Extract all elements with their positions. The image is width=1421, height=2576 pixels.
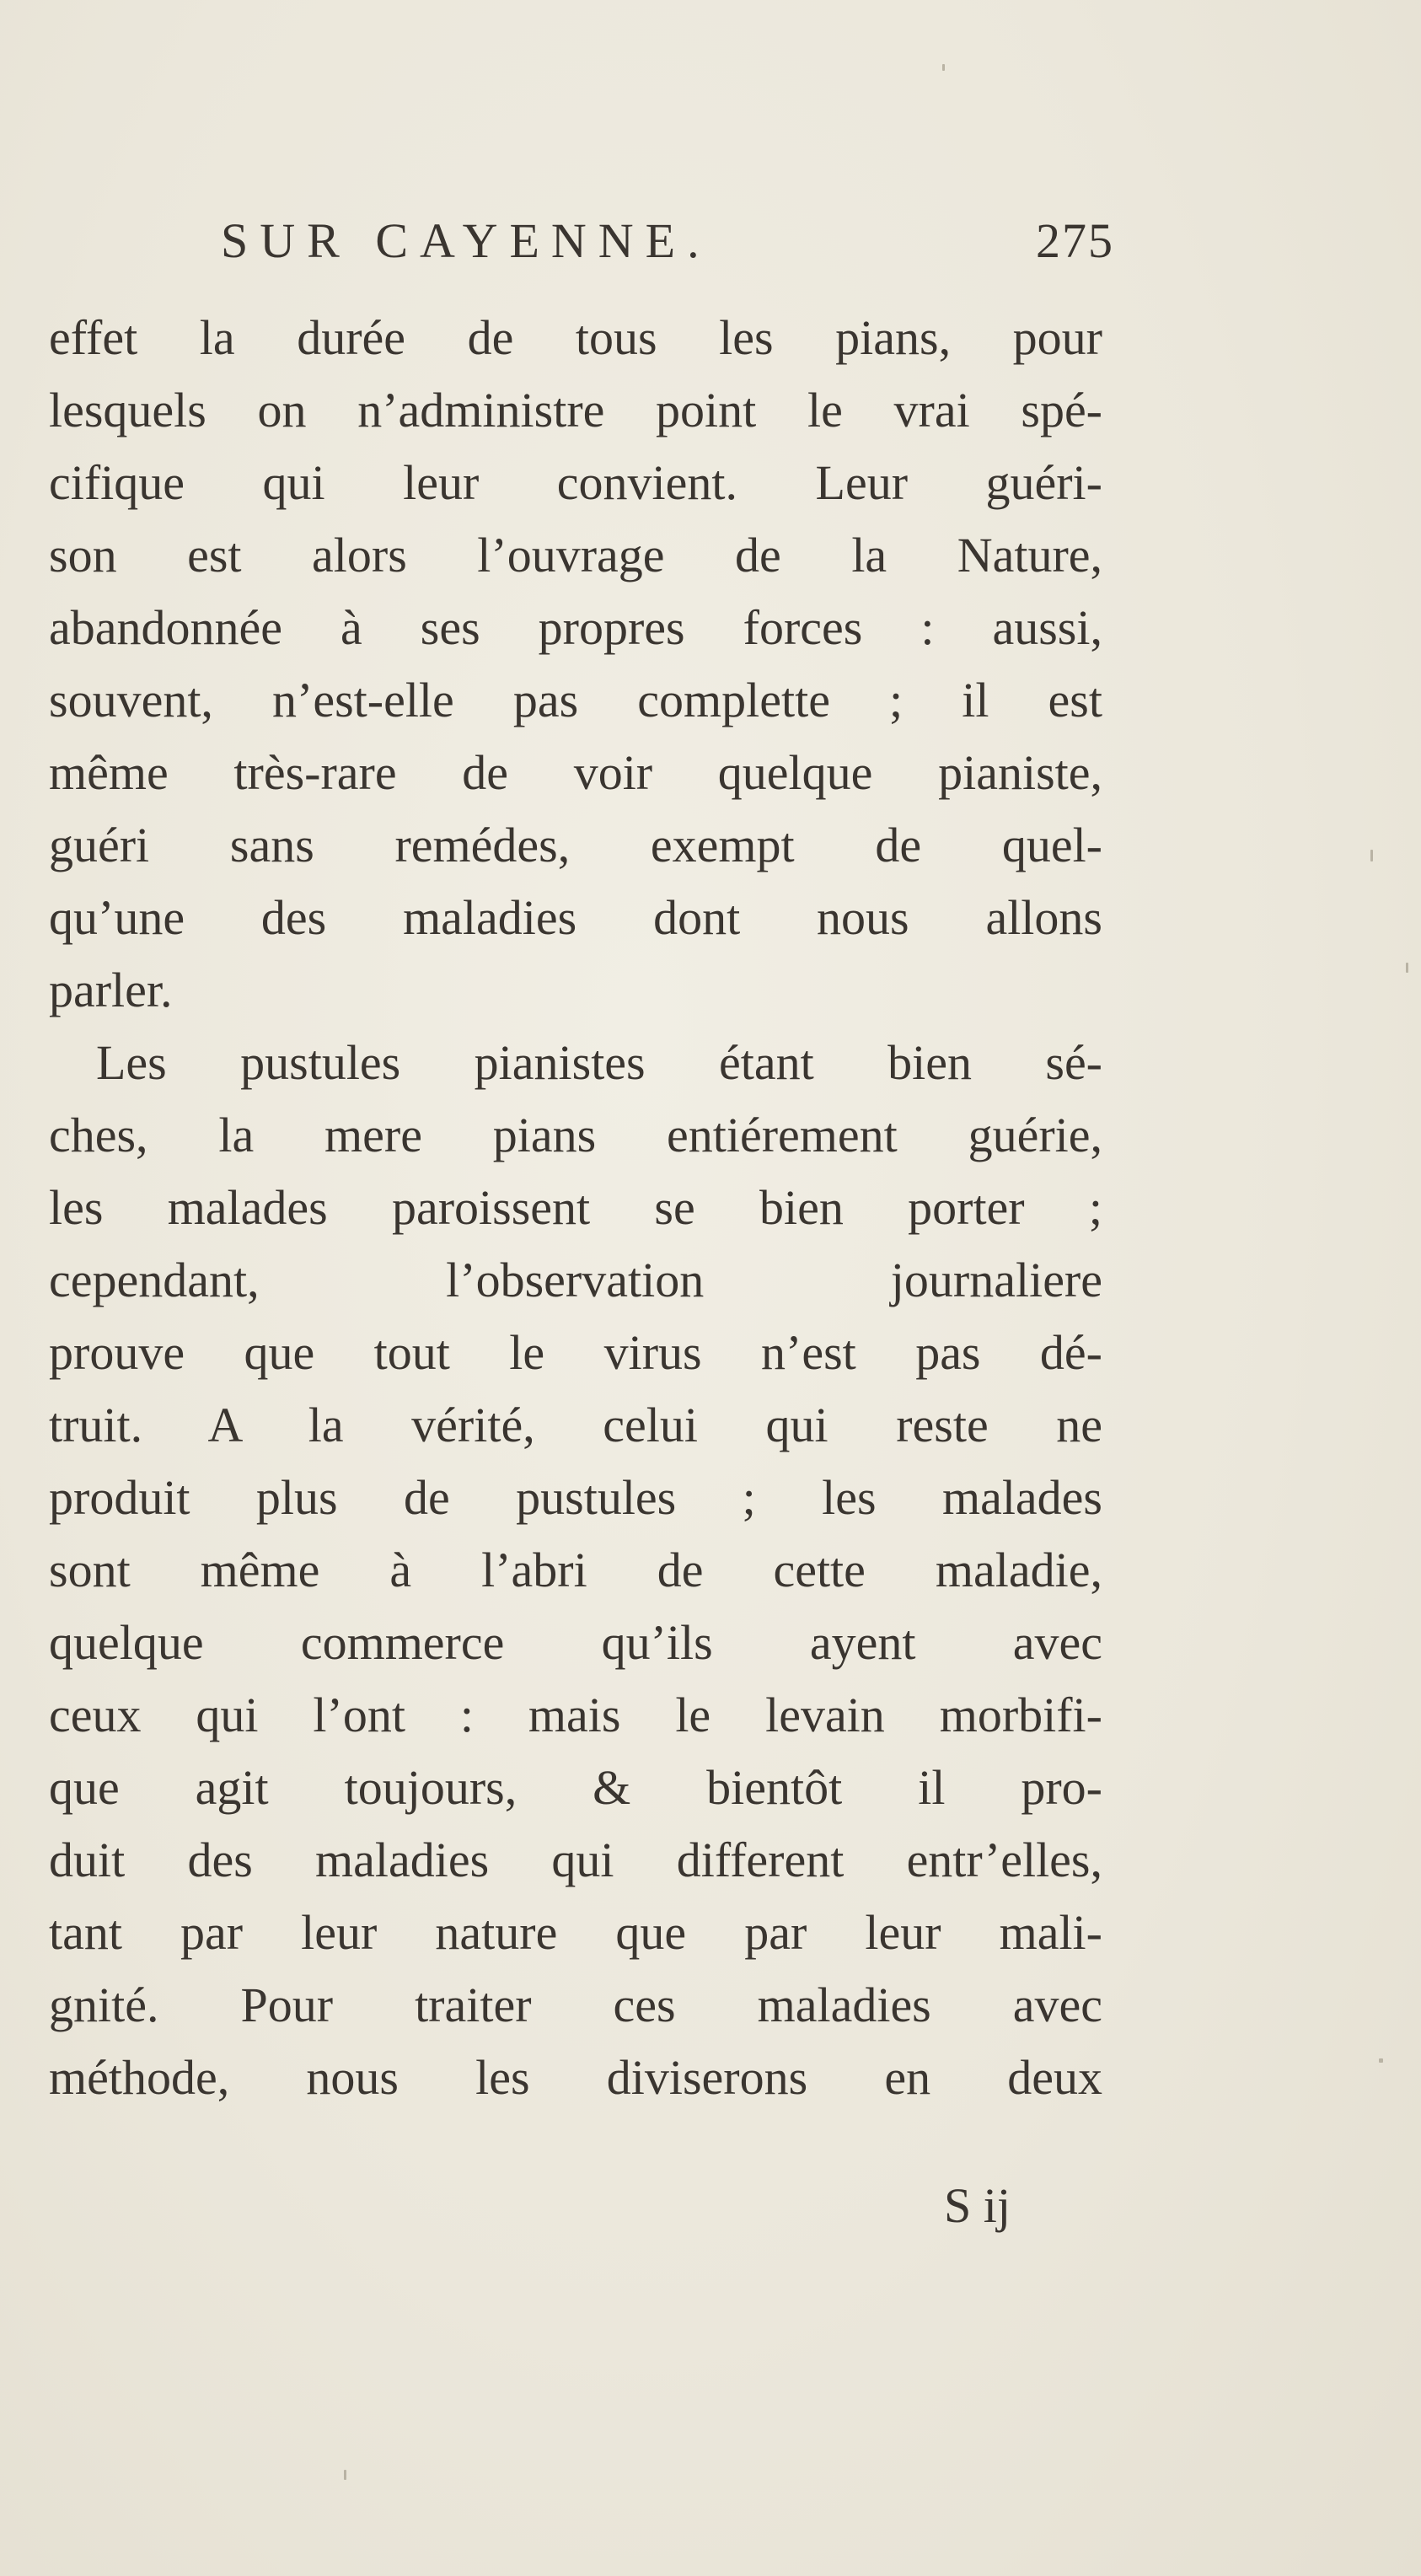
text-line: même très-rare de voir quelque pianiste, (49, 745, 1102, 800)
text-line: parler. (49, 963, 173, 1017)
text-line: sont même à l’abri de cette maladie, (49, 1543, 1102, 1597)
text-line: produit plus de pustules ; les malades (49, 1470, 1102, 1525)
paper-speck (344, 2470, 346, 2480)
text-line: prouve que tout le virus n’est pas dé- (49, 1325, 1102, 1380)
paper-speck (1406, 963, 1408, 973)
text-line: guéri sans remédes, exempt de quel- (49, 818, 1102, 872)
paper-speck (1379, 2058, 1383, 2063)
page-number: 275 (1036, 213, 1114, 268)
text-line: effet la durée de tous les pians, pour (49, 310, 1102, 365)
paper-speck (1370, 850, 1373, 861)
body-text (49, 302, 1102, 2114)
text-line: les malades paroissent se bien porter ; (49, 1180, 1102, 1235)
text-line: que agit toujours, & bientôt il pro- (49, 1760, 1102, 1815)
text-line: méthode, nous les diviserons en deux (49, 2050, 1102, 2105)
text-line: ches, la mere pians entiérement guérie, (49, 1108, 1102, 1162)
text-line: duit des maladies qui different entr’elles, (49, 1833, 1102, 1887)
text-line: cependant, l’observation journaliere (49, 1253, 1102, 1307)
text-line: son est alors l’ouvrage de la Nature, (49, 528, 1102, 582)
text-line: truit. A la vérité, celui qui reste ne (49, 1398, 1102, 1452)
text-line: lesquels on n’administre point le vrai spé- (49, 383, 1102, 437)
running-head: SUR CAYENNE. (221, 213, 711, 268)
text-line: quelque commerce qu’ils ayent avec (49, 1615, 1102, 1670)
text-line: cifique qui leur convient. Leur guéri- (49, 455, 1102, 510)
text-line: gnité. Pour traiter ces maladies avec (49, 1978, 1102, 2032)
paragraph-first-line: Les pustules pianistes étant bien sé- (96, 1035, 1102, 1090)
paper-speck (942, 64, 945, 71)
text-line: qu’une des maladies dont nous allons (49, 890, 1102, 945)
page-header (221, 212, 1114, 280)
text-line: tant par leur nature que par leur mali- (49, 1905, 1102, 1960)
text-line: souvent, n’est-elle pas complette ; il est (49, 673, 1102, 727)
text-line: abandonnée à ses propres forces : aussi, (49, 600, 1102, 655)
signature-mark: S ij (944, 2178, 1011, 2233)
text-line: ceux qui l’ont : mais le levain morbifi- (49, 1688, 1102, 1742)
